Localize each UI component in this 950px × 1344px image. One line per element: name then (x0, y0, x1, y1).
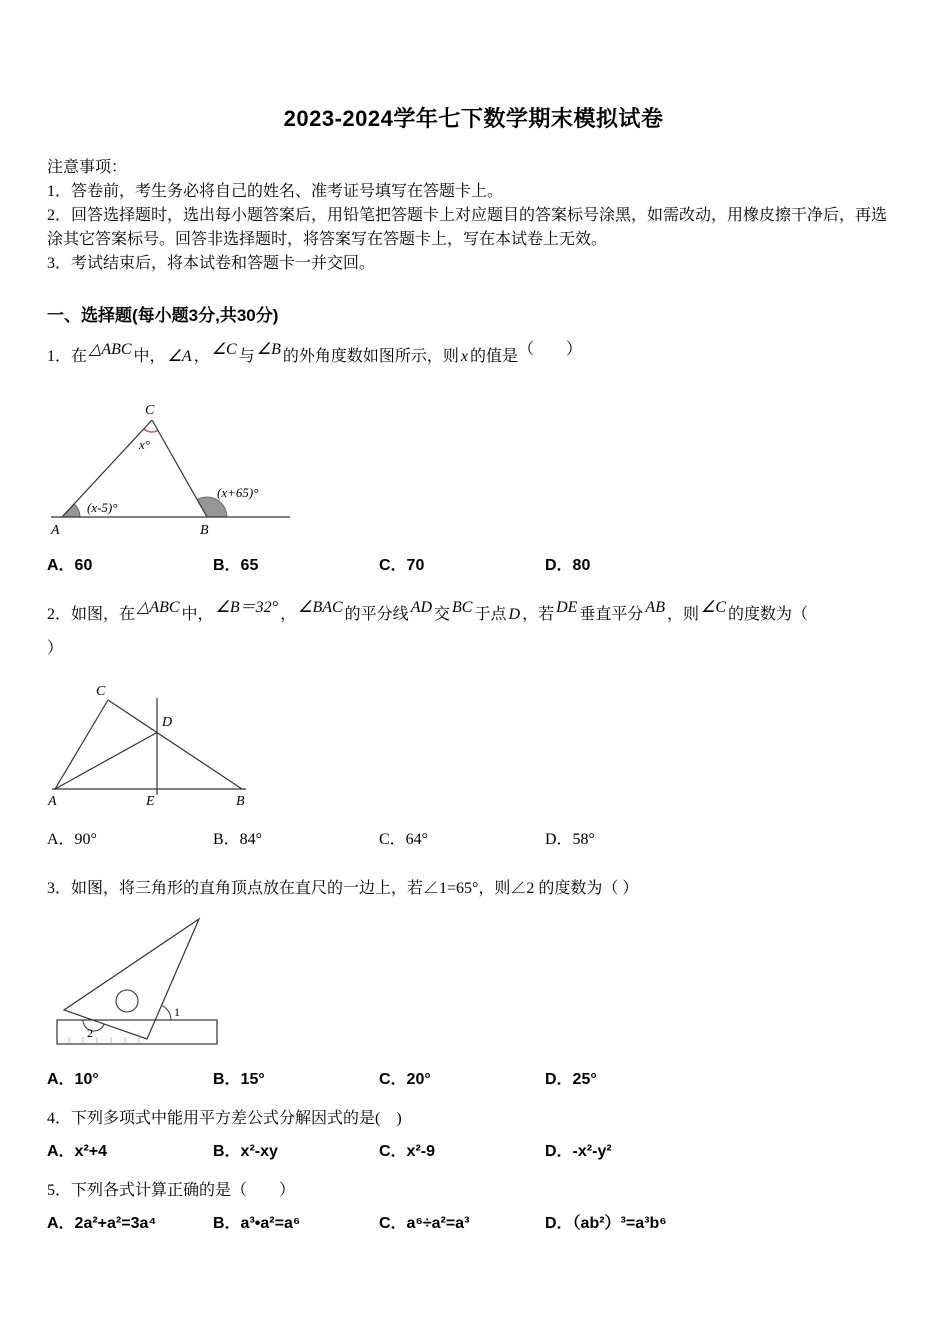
text-segment: 于点 (474, 606, 507, 623)
figure-q1-triangle (47, 402, 297, 542)
math-segment: ∠C (700, 599, 726, 616)
answer-option: C．20° (379, 1071, 431, 1088)
math-segment: AB (645, 599, 665, 616)
math-segment: ∠C (211, 341, 237, 358)
answer-option: D．58° (545, 831, 595, 848)
text-segment: 与 (238, 348, 255, 365)
vertex-label-B: B (200, 523, 209, 538)
math-segment: AD (410, 599, 433, 616)
notice-item-2: 2．回答选择题时，选出每小题答案后，用铅笔把答题卡上对应题目的答案标号涂黑，如需改动，用橡皮擦干净后，再选涂其它答案标号。回答非选择题时，将答案写在答题卡上，写在本试卷上无效。 (47, 207, 888, 248)
answer-option: B．x²-xy (213, 1143, 278, 1160)
answer-option: A．60 (47, 557, 93, 574)
question-3-options (47, 1068, 900, 1092)
question-4-text (47, 1106, 900, 1132)
text-segment: 的值是 (469, 348, 518, 365)
math-segment: △ABC (137, 599, 180, 616)
text-segment: 垂直平分 (579, 606, 644, 623)
answer-option: B．84° (213, 831, 263, 848)
shaded-angle-A (62, 504, 80, 517)
answer-option: C．70 (379, 557, 425, 574)
question-3-text (47, 876, 900, 902)
text-segment: 的度数为（ (728, 606, 809, 623)
math-segment: DE (556, 599, 578, 616)
answer-option: C．64° (379, 831, 429, 848)
text-segment: （ ） (518, 341, 583, 358)
ruler (57, 1020, 217, 1044)
math-segment: △ABC (89, 341, 132, 358)
math-segment: x (460, 348, 468, 365)
bisector-AD (55, 733, 157, 790)
vertex-label-B: B (236, 794, 245, 809)
math-segment: ∠BAC (298, 599, 343, 616)
text-segment: 中， (181, 606, 214, 623)
angle-1-arc (161, 1005, 171, 1020)
side-CB (152, 420, 207, 517)
point-label-D: D (162, 715, 173, 730)
answer-option: C．a⁶÷a²=a³ (379, 1215, 470, 1232)
question-1-options (47, 554, 900, 578)
text-segment: 5．下列各式计算正确的是（ ） (47, 1182, 296, 1199)
angle-label-2: 2 (87, 1026, 93, 1040)
answer-option: D．25° (545, 1071, 597, 1088)
answer-option: D．80 (545, 557, 591, 574)
text-segment: 交 (434, 606, 451, 623)
text-segment: ， (280, 606, 297, 623)
text-segment: 4．下列多项式中能用平方差公式分解因式的是( ) (47, 1110, 402, 1127)
text-segment: ，则 (666, 606, 699, 623)
math-segment: ∠B＝32° (215, 599, 279, 616)
math-segment: ∠B (256, 341, 281, 358)
notice-heading: 注意事项： (47, 159, 128, 176)
notice-item-1: 1．答卷前，考生务必将自己的姓名、准考证号填写在答题卡上。 (47, 183, 504, 200)
vertex-label-C: C (145, 403, 155, 418)
figure-q3-triangle-ruler (47, 910, 227, 1052)
angle-arc-C (144, 429, 158, 432)
text-segment: 2．如图，在 (47, 606, 136, 623)
triangle-hole (116, 990, 138, 1012)
question-2-text (47, 598, 900, 666)
question-4-options (47, 1140, 900, 1164)
answer-option: A．90° (47, 831, 97, 848)
math-segment: D (508, 606, 521, 623)
question-5-options (47, 1212, 900, 1236)
vertex-label-C: C (96, 684, 106, 699)
text-segment: ） (47, 640, 64, 657)
answer-option: B．a³•a²=a⁶ (213, 1215, 301, 1232)
side-CB (108, 700, 242, 789)
point-label-E: E (146, 794, 155, 809)
math-segment: BC (452, 599, 473, 616)
angle-label-x-plus-65: (x+65)° (217, 485, 259, 500)
text-segment: 3．如图，将三角形的直角顶点放在直尺的一边上，若∠1=65°，则∠2 的度数为（ ） (47, 880, 639, 897)
notice-item-3: 3．考试结束后，将本试卷和答题卡一并交回。 (47, 255, 376, 272)
question-1-text (47, 340, 900, 374)
figure-q2-triangle (47, 682, 257, 812)
text-segment: 中， (133, 348, 166, 365)
section-1-heading: 一、选择题(每小题3分,共30分) (47, 306, 279, 325)
text-segment: ， (193, 348, 210, 365)
angle-label-x: x° (139, 437, 150, 452)
question-2-options (47, 828, 900, 852)
vertex-label-A: A (51, 523, 60, 538)
side-AC (55, 700, 108, 789)
answer-option: A．10° (47, 1071, 99, 1088)
answer-option: A．x²+4 (47, 1143, 108, 1160)
answer-option: A．2a²+a²=3a⁴ (47, 1215, 157, 1232)
text-segment: 的平分线 (344, 606, 409, 623)
answer-option: B．15° (213, 1071, 265, 1088)
answer-option: D．（ab²）³=a³b⁶ (545, 1215, 667, 1232)
angle-label-1: 1 (174, 1005, 180, 1019)
text-segment: 的外角度数如图所示，则 (282, 348, 459, 365)
page-title: 2023-2024学年七下数学期末模拟试卷 (283, 106, 664, 131)
notice-section (47, 156, 900, 276)
math-segment: ∠A (167, 348, 192, 365)
text-segment: 1．在 (47, 348, 88, 365)
angle-label-x-minus-5: (x-5)° (87, 500, 118, 515)
answer-option: D．-x²-y² (545, 1143, 612, 1160)
answer-option: B．65 (213, 557, 259, 574)
question-5-text (47, 1178, 900, 1204)
vertex-label-A: A (48, 794, 57, 809)
answer-option: C．x²-9 (379, 1143, 436, 1160)
text-segment: ，若 (522, 606, 555, 623)
